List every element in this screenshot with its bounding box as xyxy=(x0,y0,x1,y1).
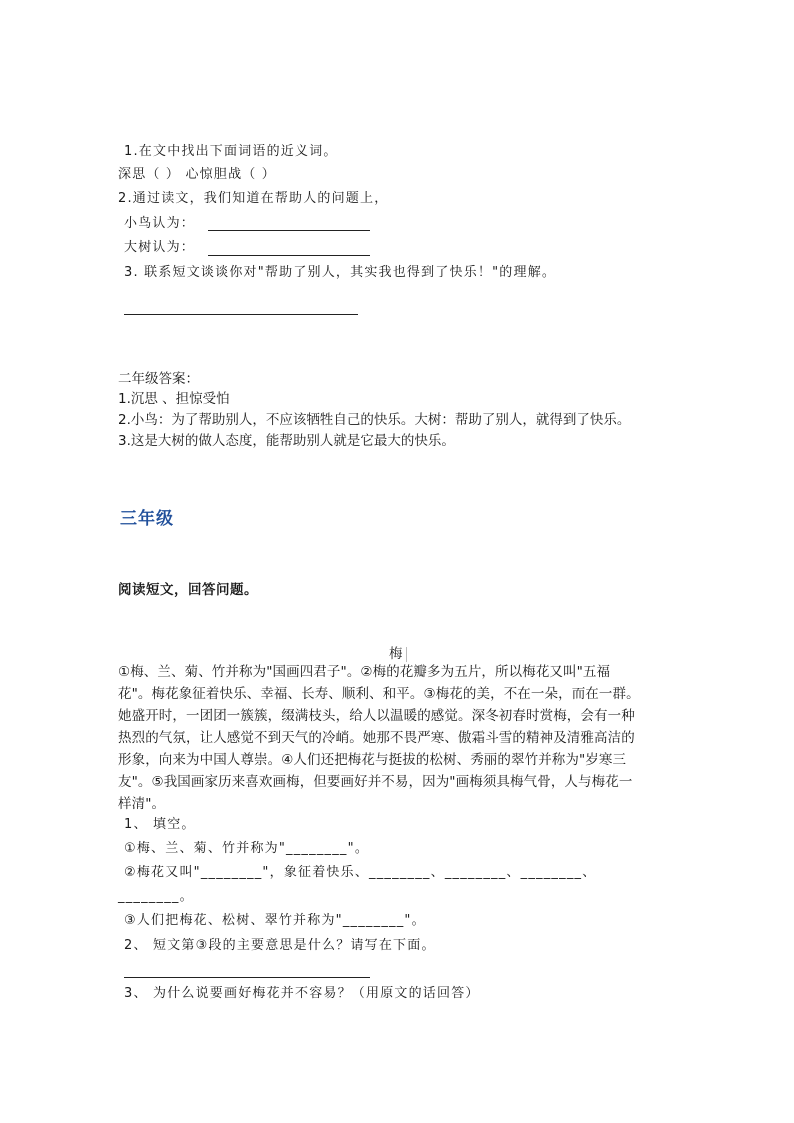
tree-label: 大树认为： xyxy=(124,240,196,255)
fill-blank-2: ②梅花又叫"________"，象征着快乐、________、________、________、 xyxy=(124,865,597,880)
passage-line: 样清"。 xyxy=(118,796,166,812)
grade2-question-1-blanks: 深思（ ） 心惊胆战（ ） xyxy=(118,167,276,182)
grade2-question-1: 1.在文中找出下面词语的近义词。 xyxy=(124,144,338,159)
reading-instruction: 阅读短文，回答问题。 xyxy=(118,582,258,598)
grade3-heading: 三年级 xyxy=(120,509,174,529)
grade2-question-3: 3. 联系短文谈谈你对"帮助了别人，其实我也得到了快乐！"的理解。 xyxy=(124,265,557,280)
bird-answer-row xyxy=(124,215,195,233)
question-2-answer-line[interactable] xyxy=(124,977,370,978)
bird-label: 小鸟认为： xyxy=(124,216,196,231)
passage-line: 形象，向来为中国人尊崇。④人们还把梅花与挺拔的松树、秀丽的翠竹并称为"岁寒三 xyxy=(118,752,627,768)
answers-title: 二年级答案： xyxy=(118,371,199,387)
grade3-question-1: 1、 填空。 xyxy=(124,817,196,832)
fill-blank-2-continued: ________。 xyxy=(118,889,194,904)
question-3-answer-line[interactable] xyxy=(124,314,358,315)
bird-answer-line[interactable] xyxy=(208,230,370,231)
passage xyxy=(118,661,676,815)
answer-1: 1.沉思 、担惊受怕 xyxy=(118,391,230,407)
tree-answer-row xyxy=(124,239,195,257)
fill-blank-1: ①梅、兰、菊、竹并称为"________"。 xyxy=(124,841,370,856)
passage-line: 她盛开时，一团团一簇簇，缀满枝头，给人以温暖的感觉。深冬初春时赏梅，会有一种 xyxy=(118,708,635,724)
answer-3: 3.这是大树的做人态度，能帮助别人就是它最大的快乐。 xyxy=(118,433,455,449)
text-cursor xyxy=(406,647,407,662)
tree-answer-line[interactable] xyxy=(208,255,370,256)
grade3-question-3: 3、 为什么说要画好梅花并不容易？（用原文的话回答） xyxy=(124,986,480,1001)
passage-line: 热烈的气氛，让人感觉不到天气的冷峭。她那不畏严寒、傲霜斗雪的精神及清雅高洁的 xyxy=(118,730,635,746)
passage-line: 友"。⑤我国画家历来喜欢画梅，但要画好并不易，因为"画梅须具梅气骨，人与梅花一 xyxy=(118,774,633,790)
grade3-question-2: 2、 短文第③段的主要意思是什么？请写在下面。 xyxy=(124,938,436,953)
grade2-question-2: 2.通过读文，我们知道在帮助人的问题上， xyxy=(118,191,389,206)
passage-line: ①梅、兰、菊、竹并称为"国画四君子"。②梅的花瓣多为五片，所以梅花又叫"五福 xyxy=(118,664,611,680)
fill-blank-3: ③人们把梅花、松树、翠竹并称为"________"。 xyxy=(124,913,426,928)
answer-2: 2.小鸟：为了帮助别人，不应该牺牲自己的快乐。大树：帮助了别人，就得到了快乐。 xyxy=(118,412,631,428)
passage-title: 梅 xyxy=(389,646,403,662)
passage-line: 花"。梅花象征着快乐、幸福、长寿、顺利、和平。③梅花的美，不在一朵，而在一群。 xyxy=(118,686,640,702)
